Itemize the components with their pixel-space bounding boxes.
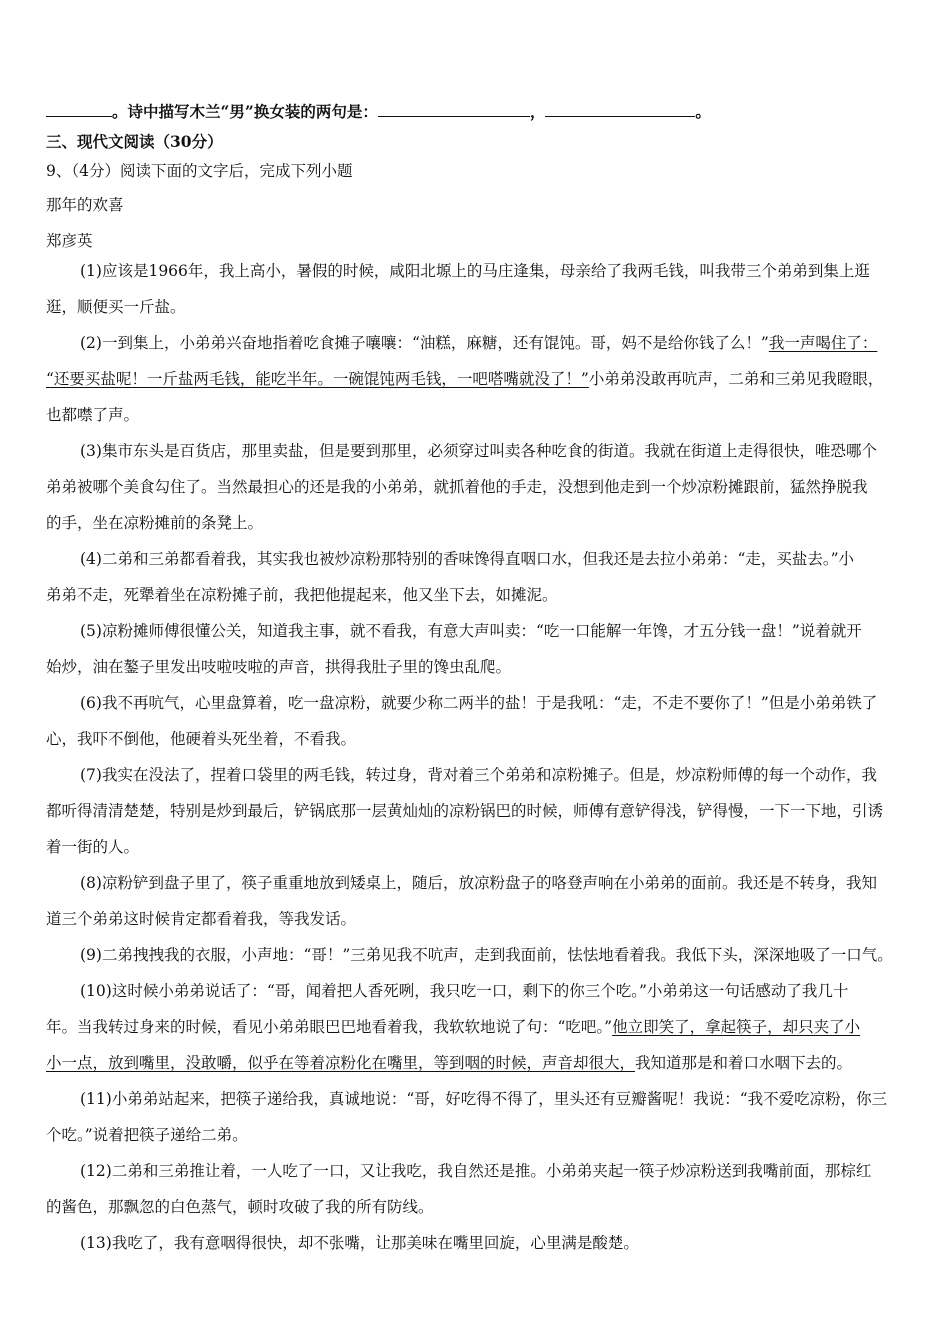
- fill-in-line: 。诗中描写木兰“男”换女装的两句是： ， 。: [46, 101, 906, 123]
- paragraph-line: (2)一到集上，小弟弟兴奋地指着吃食摊子嚷嚷：“油糕，麻糖，还有馄饨。哥，妈不是给你钱了么！”我一声喝住了：: [80, 334, 878, 352]
- paragraph-line: (9)二弟拽拽我的衣服，小声地：“哥！”三弟见我不吭声，走到我面前，怯怯地看着我。我低下头，深深地吸了一口气。: [80, 946, 893, 964]
- underlined-text: “还要买盐呢！一斤盐两毛钱，能吃半年。一碗馄饨两毛钱，一吧嗒嘴就没了！”: [46, 370, 589, 388]
- underlined-text: 他立即笑了，拿起筷子，却只夹了小: [612, 1018, 861, 1036]
- underlined-text: 我一声喝住了：: [768, 334, 878, 352]
- article-title: 那年的欢喜: [46, 196, 124, 214]
- paragraph-line: 弟弟不走，死犟着坐在凉粉摊子前，我把他提起来，他又坐下去，如摊泥。: [46, 586, 558, 604]
- paragraph-line: (13)我吃了，我有意咽得很快，却不张嘴，让那美味在嘴里回旋，心里满是酸楚。: [80, 1234, 639, 1252]
- paragraph-line: (10)这时候小弟弟说话了：“哥，闻着把人香死咧，我只吃一口，剩下的你三个吃。”小弟弟这一句话感动了我几十: [80, 982, 849, 1000]
- paragraph-line: 道三个弟弟这时候肯定都看着我，等我发话。: [46, 910, 357, 928]
- question-prompt: 9、（4分）阅读下面的文字后，完成下列小题: [46, 162, 353, 180]
- paragraph-line: 逛，顺便买一斤盐。: [46, 298, 186, 316]
- paragraph-line: 都听得清清楚楚，特别是炒到最后，铲锅底那一层黄灿灿的凉粉锅巴的时候，师傅有意铲得浅，铲得慢，一下一下地，引诱: [46, 802, 884, 820]
- paragraph-line: 个吃。”说着把筷子递给二弟。: [46, 1126, 248, 1144]
- paragraph-line: 始炒，油在鏊子里发出吱啦吱啦的声音，拱得我肚子里的馋虫乱爬。: [46, 658, 512, 676]
- paragraph-line: (11)小弟弟站起来，把筷子递给我，真诚地说：“哥，好吃得不得了，里头还有豆瓣酱呢！我说：“我不爱吃凉粉，你三: [80, 1090, 888, 1108]
- paragraph-line: 小一点，放到嘴里，没敢嚼，似乎在等着凉粉化在嘴里，等到咽的时候，声音却很大，我知道那是和着口水咽下去的。: [46, 1054, 853, 1072]
- paragraph-line: (1)应该是1966年，我上高小，暑假的时候，咸阳北塬上的马庄逢集，母亲给了我两毛钱，叫我带三个弟弟到集上逛: [80, 262, 870, 280]
- paragraph-line: (8)凉粉铲到盘子里了，筷子重重地放到矮桌上，随后，放凉粉盘子的咯登声响在小弟弟的面前。我还是不转身，我知: [80, 874, 877, 892]
- answer-blank[interactable]: [545, 102, 695, 117]
- paragraph-line: (5)凉粉摊师傅很懂公关，知道我主事，就不看我，有意大声叫卖：“吃一口能解一年馋，才五分钱一盘！”说着就开: [80, 622, 862, 640]
- paragraph-line: (12)二弟和三弟推让着，一人吃了一口，又让我吃，我自然还是推。小弟弟夹起一筷子炒凉粉送到我嘴前面，那棕红: [80, 1162, 872, 1180]
- answer-blank[interactable]: [46, 102, 112, 117]
- answer-blank[interactable]: [378, 102, 530, 117]
- section-title: 三、现代文阅读（30分）: [46, 132, 223, 151]
- paragraph-line: 心，我吓不倒他，他硬着头死坐着，不看我。: [46, 730, 357, 748]
- paragraph-line: 弟弟被哪个美食勾住了。当然最担心的还是我的小弟弟，就抓着他的手走，没想到他走到一个炒凉粉摊跟前，猛然挣脱我: [46, 478, 868, 496]
- underlined-text: 小一点，放到嘴里，没敢嚼，似乎在等着凉粉化在嘴里，等到咽的时候，声音却很大，: [46, 1054, 636, 1072]
- paragraph-line: 年。当我转过身来的时候，看见小弟弟眼巴巴地看着我，我软软地说了句：“吃吧。”他立即笑了，拿起筷子，却只夹了小: [46, 1018, 861, 1036]
- paragraph-line: “还要买盐呢！一斤盐两毛钱，能吃半年。一碗馄饨两毛钱，一吧嗒嘴就没了！”小弟弟没敢再吭声，二弟和三弟见我瞪眼，: [46, 370, 884, 388]
- paragraph-line: 也都噤了声。: [46, 406, 140, 424]
- paragraph-line: (7)我实在没法了，捏着口袋里的两毛钱，转过身，背对着三个弟弟和凉粉摊子。但是，炒凉粉师傅的每一个动作，我: [80, 766, 877, 784]
- paragraph-line: 的酱色，那飘忽的白色蒸气，顿时攻破了我的所有防线。: [46, 1198, 434, 1216]
- article-author: 郑彦英: [46, 232, 93, 250]
- paragraph-line: (6)我不再吭气，心里盘算着，吃一盘凉粉，就要少称二两半的盐！于是我吼：“走，不走不要你了！”但是小弟弟铁了: [80, 694, 878, 712]
- paragraph-line: (4)二弟和三弟都看着我，其实我也被炒凉粉那特别的香味馋得直咽口水，但我还是去拉小弟弟：“走，买盐去。”小: [80, 550, 855, 568]
- paragraph-line: 的手，坐在凉粉摊前的条凳上。: [46, 514, 264, 532]
- paragraph-line: 着一街的人。: [46, 838, 140, 856]
- paragraph-line: (3)集市东头是百货店，那里卖盐，但是要到那里，必须穿过叫卖各种吃食的街道。我就在街道上走得很快，唯恐哪个: [80, 442, 877, 460]
